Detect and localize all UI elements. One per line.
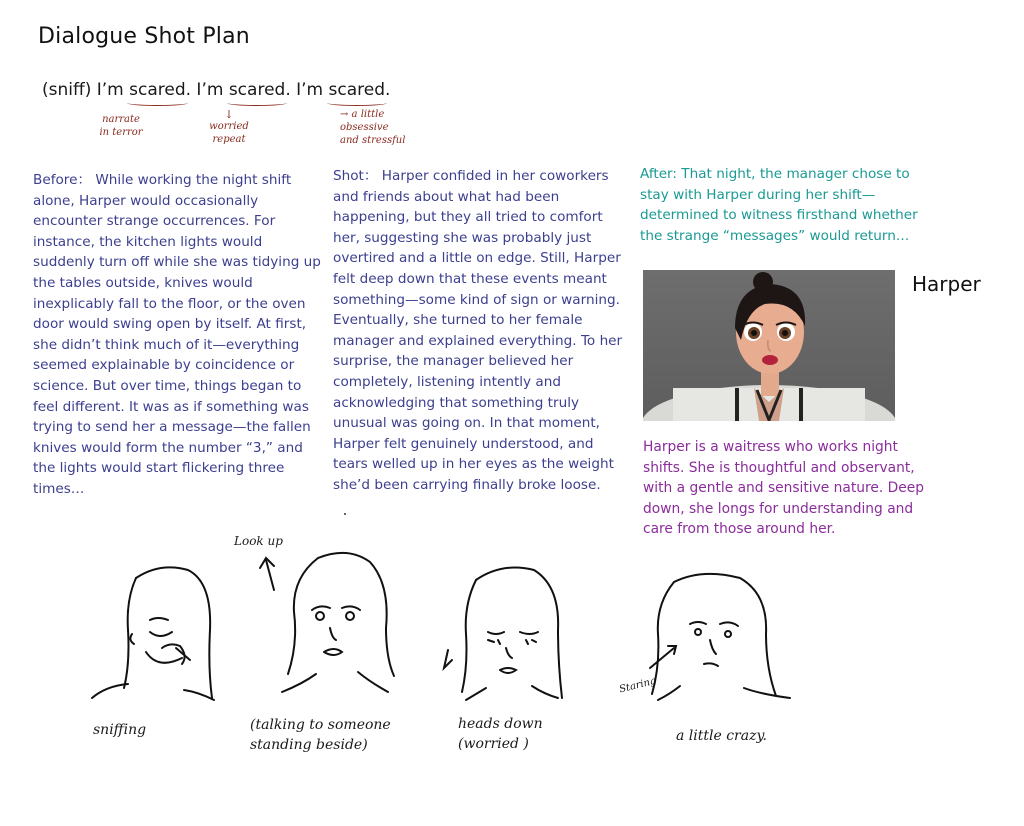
sketch-looking-up [258, 548, 408, 698]
note-look-up: Look up [234, 534, 283, 548]
annotation-line: obsessive [340, 122, 389, 133]
label-line: standing beside) [250, 737, 368, 753]
character-name: Harper [912, 272, 981, 296]
annotation-line: narrate [102, 114, 140, 125]
stray-dot [344, 513, 346, 515]
character-portrait [643, 270, 895, 421]
annotation-obsessive [340, 108, 410, 147]
sketch-heads-down [440, 560, 580, 710]
annotation-line: in terror [99, 127, 143, 138]
label-crazy: a little crazy. [676, 728, 767, 744]
annotation-line: worried [209, 121, 249, 132]
sketch-sniffing [88, 560, 228, 710]
dialogue-line [42, 80, 390, 100]
down-arrow-icon: ↓ [224, 108, 234, 121]
label-talking [250, 715, 391, 755]
dialogue-suffix: . [385, 80, 391, 100]
dialogue-mid-2: . I’m [285, 80, 329, 100]
after-paragraph: After: That night, the manager chose to stay with Harper during her shift—determined to witness firsthand whether the strange “messages” would return… [640, 166, 918, 244]
sketch-staring [640, 568, 800, 708]
label-line: heads down [458, 716, 543, 732]
annotation-line: and stressful [340, 135, 406, 146]
label-line: (worried ) [458, 736, 529, 752]
dialogue-prefix: (sniff) I’m [42, 80, 130, 100]
label-line: (talking to someone [250, 717, 391, 733]
annotation-narrate [86, 113, 156, 139]
dialogue-mid-1: . I’m [185, 80, 229, 100]
before-paragraph: Before： While working the night shift alone, Harper would occasionally encounter strange occurrences. For instance, the kitchen lights would suddenly turn off while she was tidying up the tables outside, knives would inexplicably fall to the floor, or the oven door would swing open by itself. At first, she didn’t think much of it—everything seemed explainable by coincidence or science. But over time, things began to feel different. It was as if something was trying to send her a message—the fallen knives would form the number “3,” and the lights would start flickering three times… [33, 172, 321, 497]
shot-paragraph: Shot： Harper confided in her coworkers and friends about what had been happening, but they all tried to comfort her, suggesting she was probably just overtired and a little on edge. Still, Harper felt deep down that these events meant something—some kind of sign or warning. Eventually, she turned to her female manager and explained everything. To her surprise, the manager believed her completely, listening intently and acknowledging that something truly unusual was going on. In that moment, Harper felt genuinely understood, and tears welled up in her eyes as the weight she’d been carrying finally broke loose. [333, 168, 623, 493]
note-staring: Staring [618, 675, 658, 696]
label-heads-down [458, 714, 543, 754]
dialogue-word-2: scared [228, 80, 286, 100]
annotation-line: → a little [340, 109, 385, 120]
page-title: Dialogue Shot Plan [38, 24, 250, 49]
label-sniffing: sniffing [93, 722, 147, 738]
character-bio: Harper is a waitress who works night shifts. She is thoughtful and observant, with a gentle and sensitive nature. Deep down, she longs for understanding and care from those around her. [643, 439, 925, 538]
annotation-line: repeat [212, 134, 246, 145]
dialogue-word-1: scared [129, 80, 186, 100]
dialogue-word-3: scared [328, 80, 386, 100]
annotation-worried [194, 110, 264, 146]
